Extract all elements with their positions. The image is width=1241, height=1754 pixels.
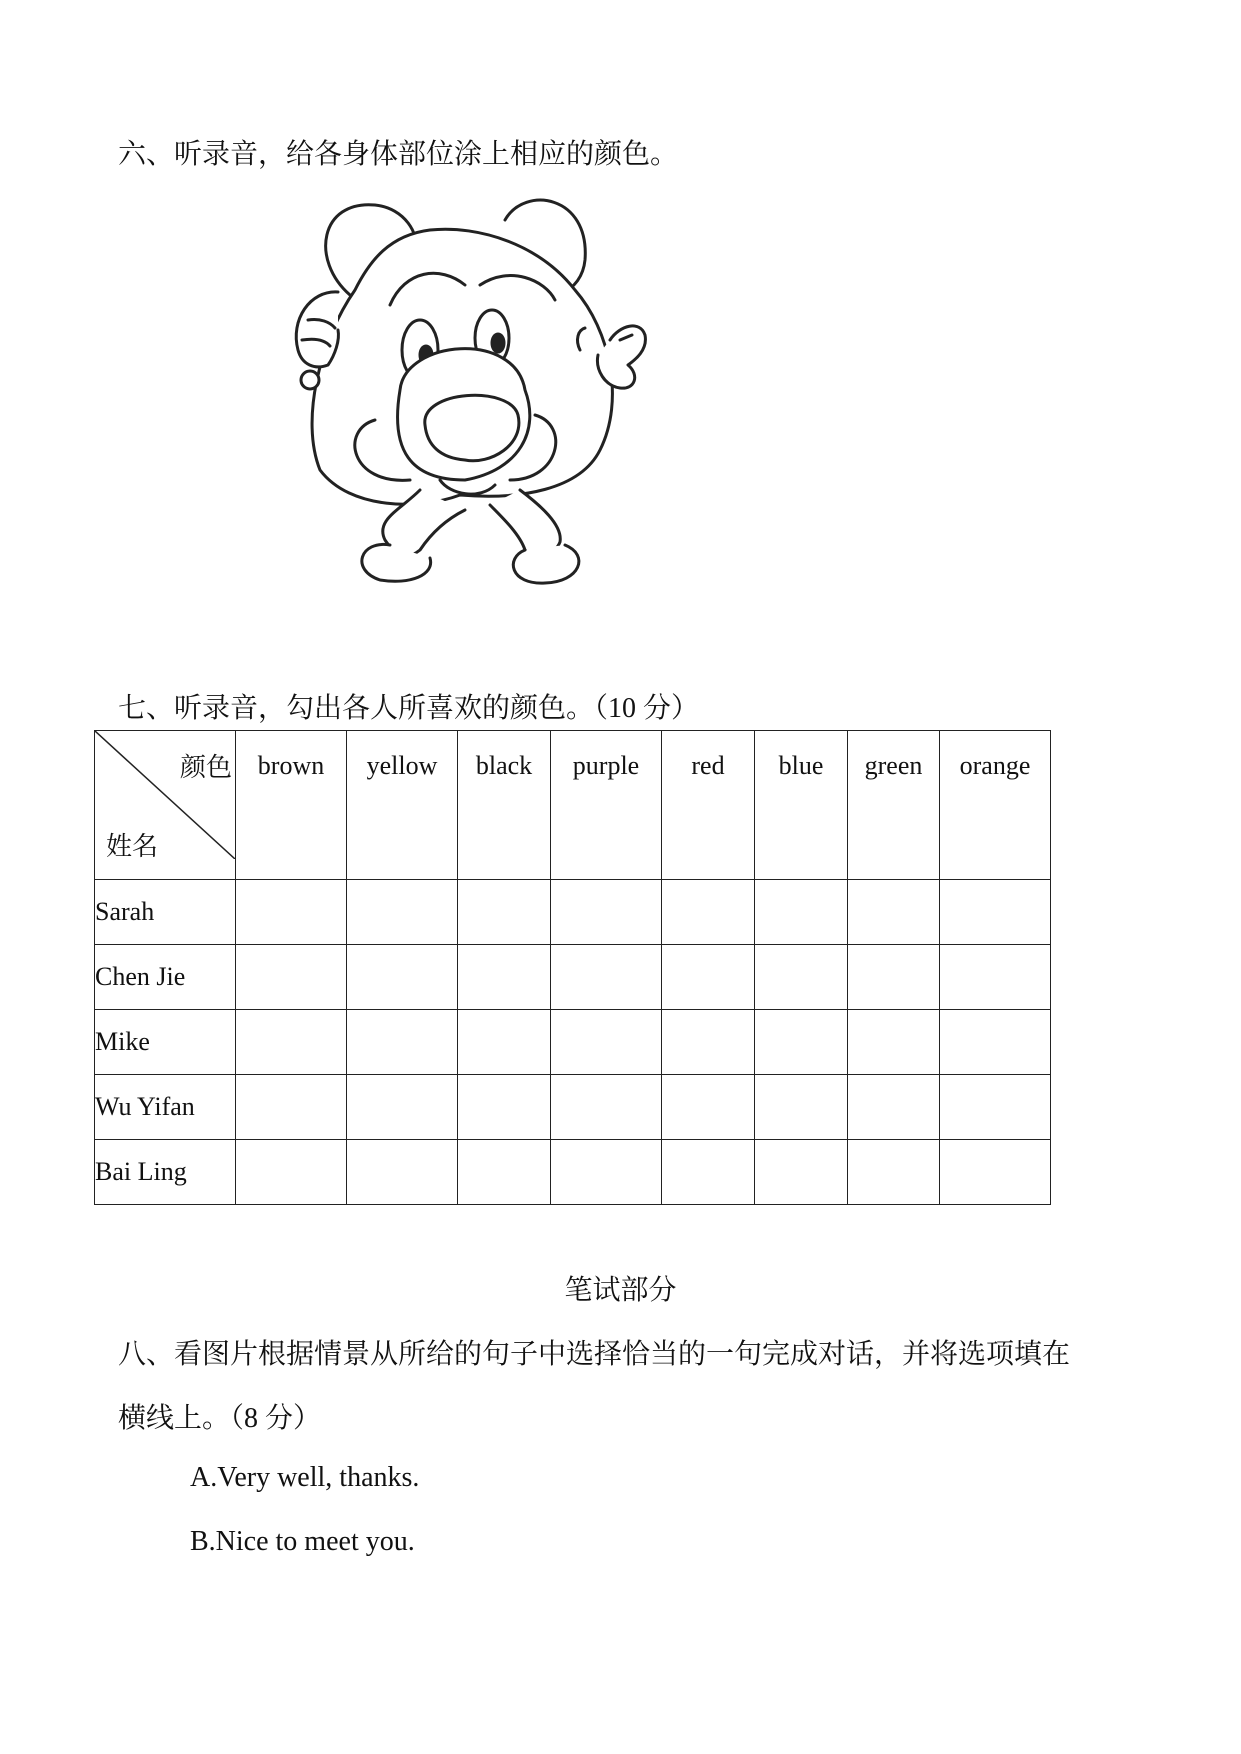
check-cell[interactable] [662,1075,755,1140]
check-cell[interactable] [940,1075,1051,1140]
color-header: purple [551,731,662,880]
check-cell[interactable] [848,945,940,1010]
corner-label-name: 姓名 [106,832,159,861]
check-cell[interactable] [551,1075,662,1140]
check-cell[interactable] [848,1075,940,1140]
color-header: blue [755,731,848,880]
check-cell[interactable] [940,945,1051,1010]
table-row [95,1010,1051,1075]
name-cell: Bai Ling [95,1140,236,1205]
check-cell[interactable] [236,1010,347,1075]
check-cell[interactable] [347,1010,458,1075]
check-cell[interactable] [755,1140,848,1205]
color-header: red [662,731,755,880]
check-cell[interactable] [551,945,662,1010]
check-cell[interactable] [755,880,848,945]
check-cell[interactable] [551,880,662,945]
check-cell[interactable] [347,880,458,945]
check-cell[interactable] [347,1140,458,1205]
check-cell[interactable] [347,945,458,1010]
color-header: yellow [347,731,458,880]
color-preference-table [94,730,1051,1205]
check-cell[interactable] [458,945,551,1010]
check-cell[interactable] [347,1075,458,1140]
table-row [95,1140,1051,1205]
name-cell: Mike [95,1010,236,1075]
check-cell[interactable] [236,1075,347,1140]
table-row [95,1075,1051,1140]
check-cell[interactable] [940,1010,1051,1075]
written-section-heading: 笔试部分 [564,1275,677,1306]
check-cell[interactable] [662,1140,755,1205]
section8-instruction-line1: 八、看图片根据情景从所给的句子中选择恰当的一句完成对话，并将选项填在 [118,1339,1071,1370]
check-cell[interactable] [458,880,551,945]
check-cell[interactable] [755,1075,848,1140]
check-cell[interactable] [848,1010,940,1075]
check-cell[interactable] [848,880,940,945]
table-header-row [95,731,1051,880]
color-header: black [458,731,551,880]
check-cell[interactable] [458,1140,551,1205]
check-cell[interactable] [551,1010,662,1075]
check-cell[interactable] [551,1140,662,1205]
section6-instruction: 六、听录音，给各身体部位涂上相应的颜色。 [118,139,679,170]
section8-instruction-line2: 横线上。（8 分） [118,1403,322,1434]
corner-label-color: 颜色 [179,753,232,782]
check-cell[interactable] [755,1010,848,1075]
check-cell[interactable] [236,1140,347,1205]
check-cell[interactable] [236,945,347,1010]
check-cell[interactable] [458,1010,551,1075]
name-cell: Chen Jie [95,945,236,1010]
name-cell: Wu Yifan [95,1075,236,1140]
check-cell[interactable] [662,880,755,945]
check-cell[interactable] [662,1010,755,1075]
color-header: green [848,731,940,880]
check-cell[interactable] [848,1140,940,1205]
check-cell[interactable] [940,1140,1051,1205]
bear-icon [280,190,740,660]
section7-instruction: 七、听录音，勾出各人所喜欢的颜色。（10 分） [118,693,700,724]
color-header: orange [940,731,1051,880]
option-a: A.Very well, thanks. [190,1462,420,1493]
table-row [95,880,1051,945]
check-cell[interactable] [458,1075,551,1140]
table-row [95,945,1051,1010]
check-cell[interactable] [755,945,848,1010]
corner-cell [95,731,236,880]
check-cell[interactable] [662,945,755,1010]
check-cell[interactable] [236,880,347,945]
check-cell[interactable] [940,880,1051,945]
name-cell: Sarah [95,880,236,945]
color-header: brown [236,731,347,880]
option-b: B.Nice to meet you. [190,1526,415,1557]
